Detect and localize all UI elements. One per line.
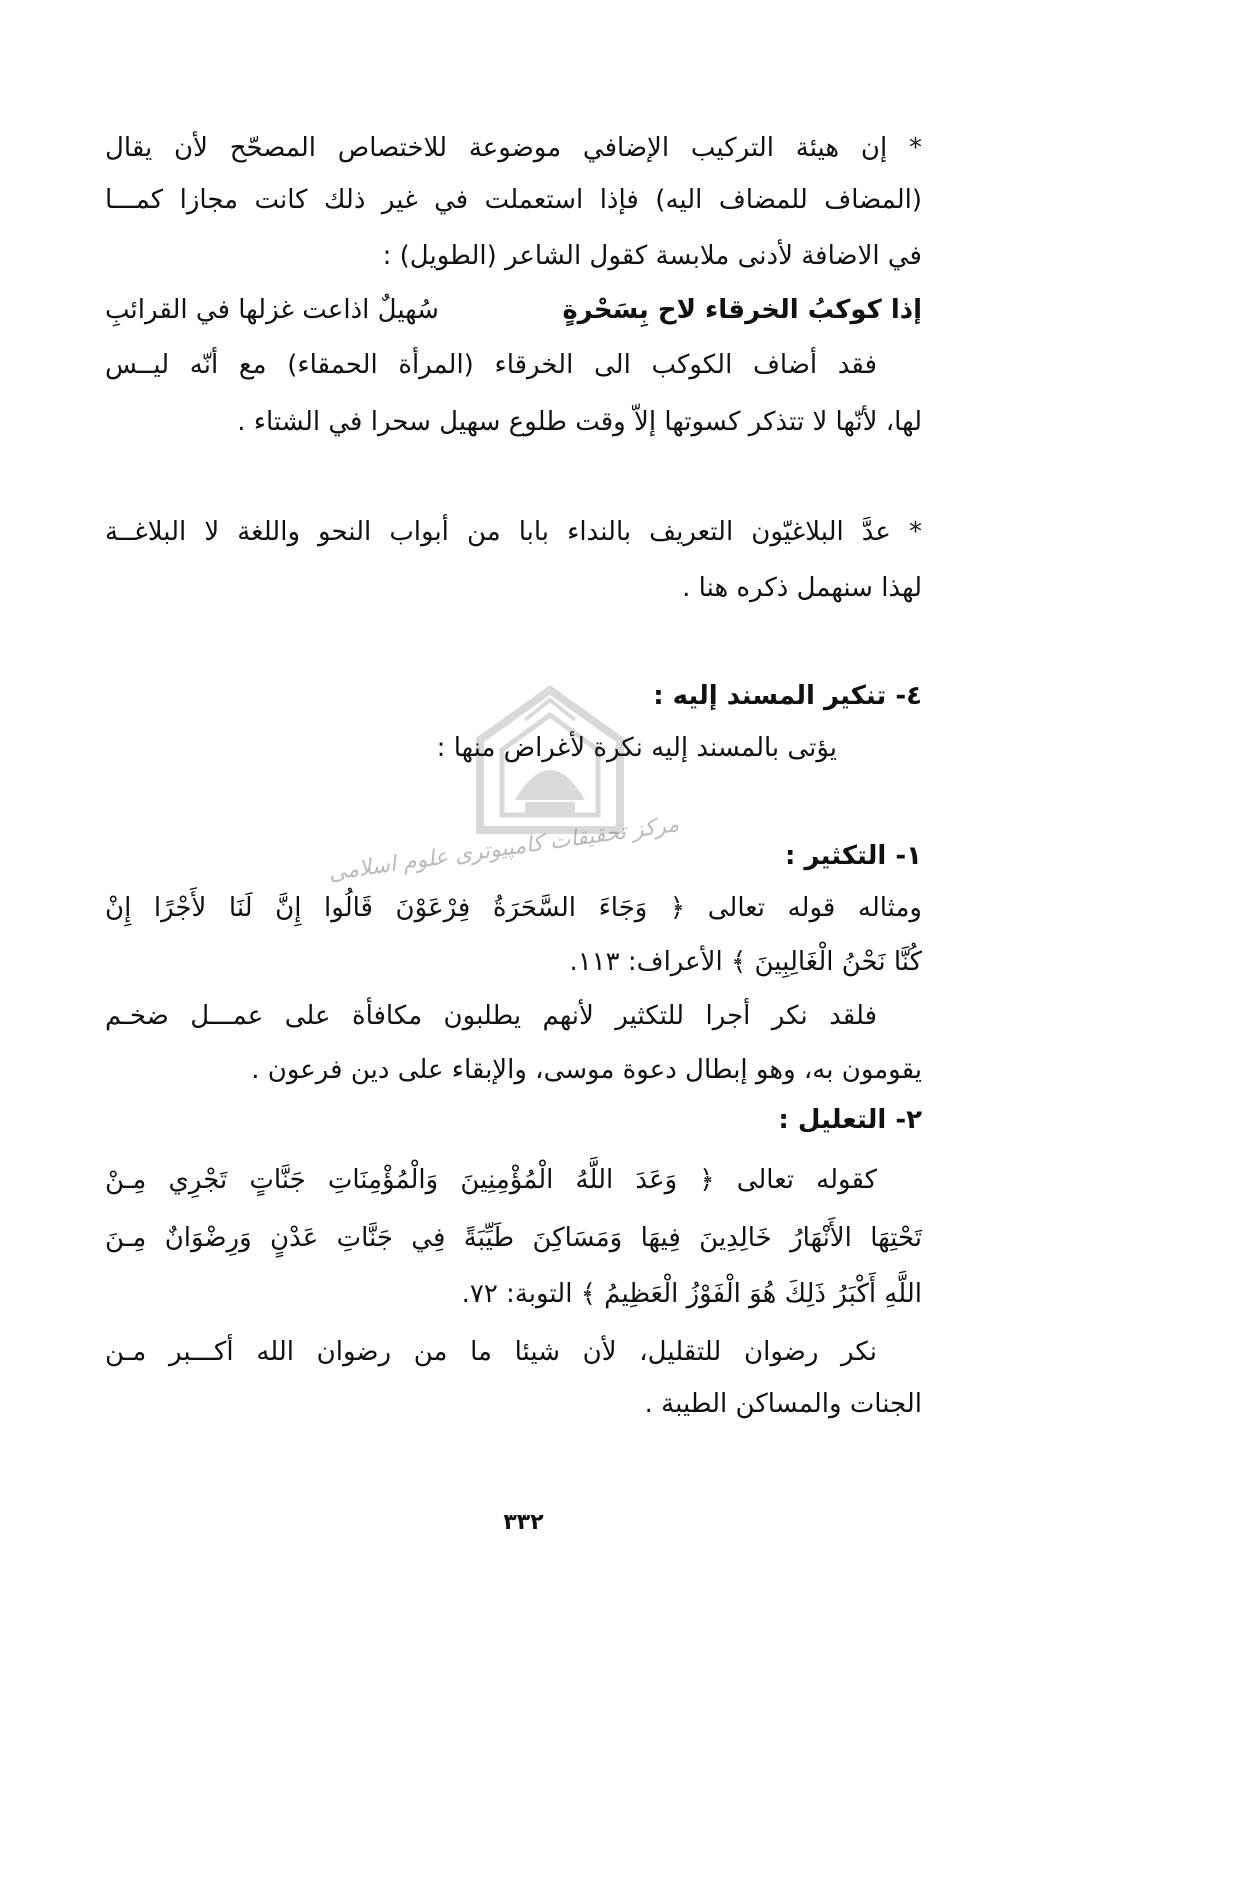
point1-heading: ١- التكثير : — [785, 841, 922, 871]
page-number: ٣٣٢ — [503, 1510, 544, 1535]
note2-line-2: لهذا سنهمل ذكره هنا . — [682, 573, 922, 603]
note2-line-1: * عدَّ البلاغيّون التعريف بالنداء بابا من أبواب النحو واللغة لا البلاغــة — [105, 517, 922, 547]
note1-line-3: في الاضافة لأدنى ملابسة كقول الشاعر (الطويل) : — [382, 241, 922, 271]
point2-explanation-1: نكر رضوان للتقليل، لأن شيئا ما من رضوان الله أكـــبر مـن — [105, 1337, 877, 1367]
note1-explanation-1: فقد أضاف الكوكب الى الخرقاء (المرأة الحمقاء) مع أنّه ليــس — [105, 350, 877, 380]
verse-first-half: إذا كوكبُ الخرقاء لاح بِسَحْرةٍ — [562, 295, 922, 325]
verse-second-half: سُهيلٌ اذاعت غزلها في القرائبِ — [105, 295, 439, 325]
point1-example-2: كُنَّا نَحْنُ الْغَالِبِينَ ﴾ الأعراف: ١١٣. — [569, 947, 922, 977]
point2-explanation-2: الجنات والمساكن الطيبة . — [644, 1389, 922, 1419]
verse — [105, 290, 922, 330]
watermark-text: مركز تحقيقات كامپيوترى علوم اسلامى — [327, 812, 681, 886]
point1-explanation-1: فلقد نكر أجرا للتكثير لأنهم يطلبون مكافأة على عمـــل ضخـم — [105, 1001, 877, 1031]
point1-example-1: ومثاله قوله تعالى ﴿ وَجَاءَ السَّحَرَةُ فِرْعَوْنَ قَالُوا إِنَّ لَنَا لأَجْرًا إِنْ — [105, 893, 922, 923]
note1-line-2: (المضاف للمضاف اليه) فإذا استعملت في غير ذلك كانت مجازا كمـــا — [105, 185, 922, 215]
note1-line-1: * إن هيئة التركيب الإضافي موضوعة للاختصاص المصحّح لأن يقال — [105, 133, 922, 163]
point2-heading: ٢- التعليل : — [778, 1105, 922, 1135]
section-intro: يؤتى بالمسند إليه نكرة لأغراض منها : — [436, 733, 837, 763]
note1-explanation-2: لها، لأنّها لا تتذكر كسوتها إلاّ وقت طلوع سهيل سحرا في الشتاء . — [237, 407, 922, 437]
point2-example-3: اللَّهِ أَكْبَرُ ذَلِكَ هُوَ الْفَوْزُ الْعَظِيمُ ﴾ التوبة: ٧٢. — [461, 1279, 922, 1309]
point2-example-1: كقوله تعالى ﴿ وَعَدَ اللَّهُ الْمُؤْمِنِينَ وَالْمُؤْمِنَاتِ جَنَّاتٍ تَجْرِي مِـنْ — [105, 1165, 877, 1195]
point1-explanation-2: يقومون به، وهو إبطال دعوة موسى، والإبقاء على دين فرعون . — [251, 1055, 922, 1085]
point2-example-2: تَحْتِهَا الأَنْهَارُ خَالِدِينَ فِيهَا وَمَسَاكِنَ طَيِّبَةً فِي جَنَّاتِ عَدْنٍ وَرِضْوَانٌ مِـنَ — [105, 1223, 922, 1253]
section-heading: ٤- تنكير المسند إليه : — [653, 681, 922, 711]
